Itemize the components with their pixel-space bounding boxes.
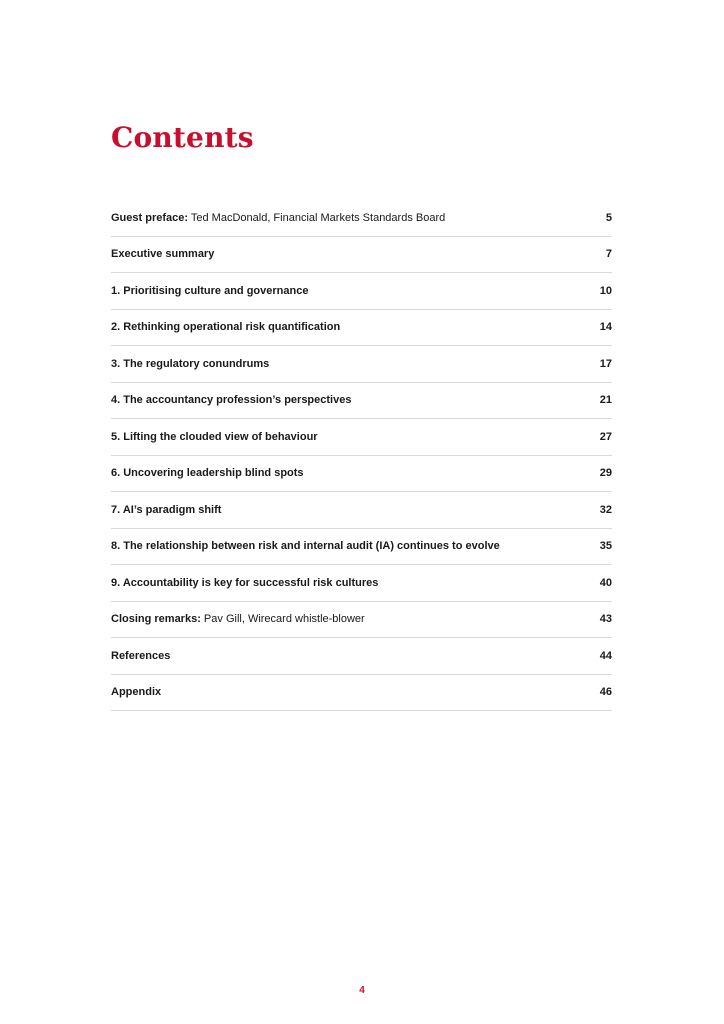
toc-entry-page: 17 [599, 357, 612, 370]
toc-entry-label: 4. The accountancy profession’s perspectives [111, 394, 352, 407]
toc-entry-text [111, 212, 445, 224]
toc-entry-page: 32 [599, 503, 612, 516]
page-title: Contents [111, 121, 254, 154]
toc-entry-label: 2. Rethinking operational risk quantification [111, 321, 341, 334]
toc-entry-page: 40 [599, 576, 612, 589]
toc-entry-label: 7. AI’s paradigm shift [111, 503, 222, 516]
toc-entry-label: 6. Uncovering leadership blind spots [111, 467, 304, 480]
toc-entry-page: 10 [599, 284, 612, 297]
toc-entry-page: 29 [599, 467, 612, 480]
toc-entry-label: Executive summary [111, 248, 215, 261]
toc-entry-label: Closing remarks: [111, 613, 201, 626]
toc-entry-label: Guest preface: [111, 211, 189, 224]
toc-entry-guest-preface[interactable] [111, 200, 612, 237]
toc-entry-page: 44 [599, 649, 612, 662]
toc-entry-page: 35 [599, 540, 612, 553]
table-of-contents [111, 200, 612, 711]
toc-entry-chapter-7[interactable] [111, 492, 612, 529]
toc-entry-appendix[interactable] [111, 675, 612, 712]
toc-entry-page: 5 [605, 211, 612, 224]
toc-entry-page: 27 [599, 430, 612, 443]
toc-entry-chapter-9[interactable] [111, 565, 612, 602]
toc-entry-detail: Pav Gill, Wirecard whistle-blower [200, 613, 365, 626]
toc-entry-label: 3. The regulatory conundrums [111, 357, 270, 370]
page-number: 4 [359, 985, 365, 996]
toc-entry-label: 9. Accountability is key for successful risk cultures [111, 576, 379, 589]
toc-entry-page: 7 [605, 248, 612, 261]
toc-entry-label: Appendix [111, 686, 162, 699]
toc-entry-label: 5. Lifting the clouded view of behaviour [111, 430, 318, 443]
toc-entry-chapter-3[interactable] [111, 346, 612, 383]
toc-entry-page: 46 [599, 686, 612, 699]
toc-entry-label: References [111, 649, 171, 662]
toc-entry-closing-remarks[interactable] [111, 602, 612, 639]
toc-entry-executive-summary[interactable] [111, 237, 612, 274]
toc-entry-chapter-8[interactable] [111, 529, 612, 566]
toc-entry-label: 1. Prioritising culture and governance [111, 284, 309, 297]
toc-entry-detail: Ted MacDonald, Financial Markets Standards Board [188, 211, 446, 224]
toc-entry-chapter-4[interactable] [111, 383, 612, 420]
toc-entry-chapter-1[interactable] [111, 273, 612, 310]
toc-entry-chapter-6[interactable] [111, 456, 612, 493]
toc-entry-page: 43 [599, 613, 612, 626]
toc-entry-page: 21 [599, 394, 612, 407]
toc-entry-references[interactable] [111, 638, 612, 675]
toc-entry-text [111, 613, 365, 625]
toc-entry-label: 8. The relationship between risk and internal audit (IA) continues to evolve [111, 540, 500, 553]
toc-entry-page: 14 [599, 321, 612, 334]
toc-entry-chapter-5[interactable] [111, 419, 612, 456]
toc-entry-chapter-2[interactable] [111, 310, 612, 347]
